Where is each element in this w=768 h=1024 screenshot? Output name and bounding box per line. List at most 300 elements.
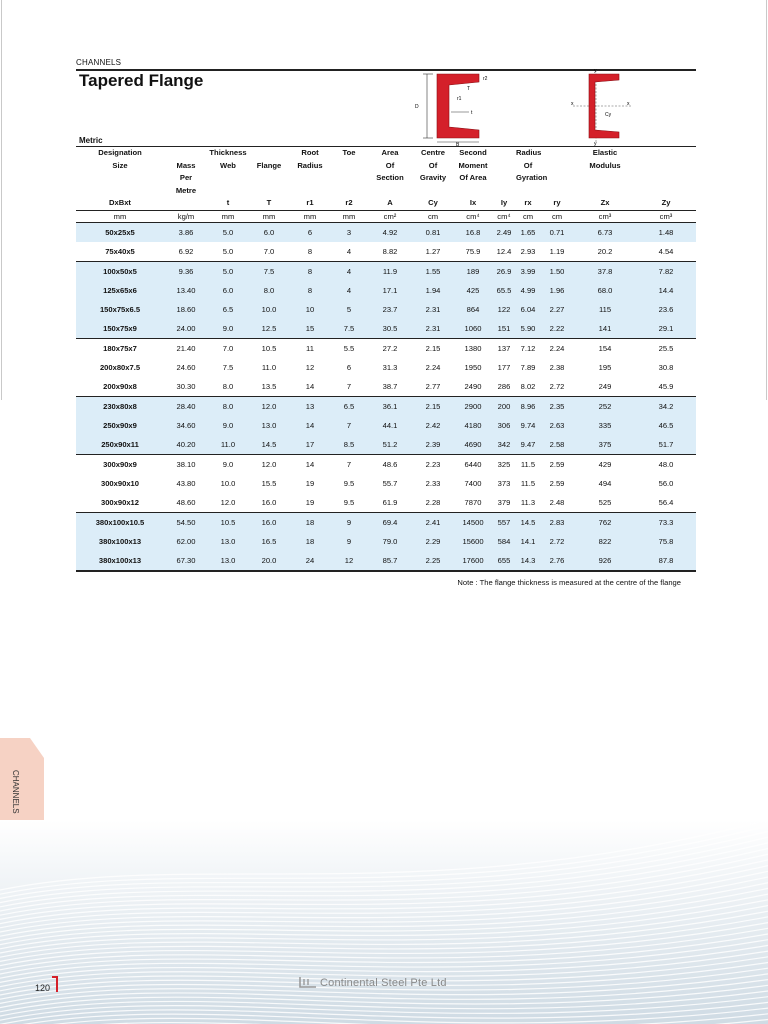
header-cell — [76, 185, 164, 198]
value-cell: 7 — [330, 416, 368, 435]
value-cell: 51.2 — [368, 435, 412, 455]
designation-cell: 180x75x7 — [76, 338, 164, 358]
value-cell: 342 — [492, 435, 516, 455]
flange-note: Note : The flange thickness is measured at the centre of the flange — [457, 578, 681, 587]
header-cell — [540, 185, 574, 198]
value-cell: 2.76 — [540, 551, 574, 571]
value-cell: 425 — [454, 281, 492, 300]
value-cell: 2.33 — [425, 478, 441, 488]
value-cell: 14.3 — [516, 551, 540, 571]
value-cell: 4180 — [454, 416, 492, 435]
value-cell: 48.60 — [176, 497, 196, 507]
header-cell: Radius — [297, 160, 323, 170]
svg-text:T: T — [467, 86, 471, 92]
value-cell: 7.5 — [330, 319, 368, 339]
table-row — [76, 551, 696, 571]
value-cell: 8 — [290, 261, 330, 281]
value-cell: 2.83 — [540, 512, 574, 532]
value-cell: 16.0 — [261, 497, 277, 507]
table-row — [76, 358, 696, 377]
svg-text:x: x — [571, 101, 574, 107]
header-cell: Root — [290, 147, 330, 160]
header-cell — [492, 160, 516, 173]
value-cell: 429 — [574, 454, 636, 474]
value-cell: 249 — [598, 381, 612, 391]
section-properties-table — [76, 146, 696, 572]
value-cell: 11.5 — [520, 478, 536, 488]
value-cell: 379 — [497, 497, 511, 507]
value-cell: 16.0 — [248, 512, 290, 532]
header-cell: Web — [220, 160, 236, 170]
table-row — [76, 512, 696, 532]
value-cell: 2.35 — [540, 396, 574, 416]
header-cell: Radius — [516, 147, 540, 160]
value-cell: 24.60 — [176, 362, 196, 372]
value-cell: 200 — [492, 396, 516, 416]
header-cell — [248, 147, 290, 160]
svg-text:y: y — [594, 68, 597, 74]
svg-text:r2: r2 — [483, 76, 488, 82]
header-cell: T — [266, 198, 272, 207]
designation-cell: 380x100x13 — [76, 551, 164, 571]
table-row — [76, 435, 696, 455]
value-cell: 864 — [454, 300, 492, 319]
header-cell: r2 — [345, 198, 353, 207]
value-cell: 75.8 — [636, 532, 696, 551]
header-cell: Ix — [469, 198, 477, 207]
table-row — [76, 396, 696, 416]
header-cell — [164, 147, 208, 160]
value-cell: 14 — [290, 416, 330, 435]
value-cell: 141 — [574, 319, 636, 339]
table-row — [76, 474, 696, 493]
header-cell: Of Area — [459, 173, 487, 182]
value-cell: 306 — [492, 416, 516, 435]
value-cell: 14500 — [454, 512, 492, 532]
value-cell: 122 — [492, 300, 516, 319]
header-cell — [540, 160, 574, 173]
value-cell: 6.0 — [208, 281, 248, 300]
value-cell: 12 — [305, 362, 315, 372]
table-body — [76, 210, 696, 571]
header-cell: Cy — [428, 198, 438, 207]
value-cell: 2.58 — [540, 435, 574, 455]
value-cell: 1.48 — [636, 222, 696, 242]
value-cell: 9 — [330, 532, 368, 551]
header-cell: Flange — [256, 160, 282, 170]
header-cell — [574, 185, 636, 198]
table-row — [76, 281, 696, 300]
value-cell: 34.60 — [164, 416, 208, 435]
table-row — [76, 377, 696, 397]
value-cell: 48.6 — [368, 454, 412, 474]
designation-cell: 250x90x11 — [76, 435, 164, 455]
value-cell: 2.41 — [412, 512, 454, 532]
value-cell: 13.0 — [208, 551, 248, 571]
units-row — [76, 210, 696, 222]
value-cell: 27.2 — [368, 338, 412, 358]
designation-cell: 300x90x12 — [100, 497, 139, 507]
value-cell: 2.15 — [412, 338, 454, 358]
header-cell — [76, 172, 164, 185]
value-cell: 24.00 — [164, 319, 208, 339]
header-cell — [248, 185, 290, 198]
value-cell: 14 — [290, 454, 330, 474]
header-cell — [164, 197, 208, 210]
value-cell: 14.4 — [636, 281, 696, 300]
page-number: 120 — [35, 983, 51, 993]
value-cell: 2.24 — [425, 362, 441, 372]
value-cell: 7 — [346, 381, 352, 391]
value-cell: 2.38 — [549, 362, 565, 372]
value-cell: 55.7 — [382, 478, 398, 488]
value-cell: 525 — [598, 497, 612, 507]
svg-text:r1: r1 — [457, 96, 462, 102]
value-cell: 2.24 — [540, 338, 574, 358]
value-cell: 2.23 — [412, 454, 454, 474]
value-cell: 7.82 — [636, 261, 696, 281]
value-cell: 87.8 — [636, 551, 696, 571]
header-cell: Iy — [500, 198, 508, 207]
designation-cell: 150x75x6.5 — [76, 300, 164, 319]
value-cell: 31.3 — [382, 362, 398, 372]
value-cell: 12.0 — [248, 396, 290, 416]
header-cell — [412, 185, 454, 198]
value-cell: 2.15 — [412, 396, 454, 416]
value-cell: 6.04 — [516, 300, 540, 319]
value-cell: 23.6 — [636, 300, 696, 319]
designation-cell: 125x65x6 — [76, 281, 164, 300]
value-cell: 30.30 — [176, 381, 196, 391]
value-cell: 15 — [290, 319, 330, 339]
section-label: CHANNELS — [76, 58, 122, 67]
value-cell: 2.31 — [412, 319, 454, 339]
header-cell: Area — [368, 147, 412, 160]
value-cell: 11.3 — [520, 497, 536, 507]
designation-cell: 250x90x9 — [76, 416, 164, 435]
header-cell: t — [226, 198, 230, 207]
side-tab-label: CHANNELS — [11, 770, 20, 814]
value-cell: 10 — [290, 300, 330, 319]
value-cell: 2.29 — [412, 532, 454, 551]
header-cell: r1 — [306, 198, 314, 207]
value-cell: 13.0 — [248, 416, 290, 435]
unit-cell: cm³ — [636, 210, 696, 222]
table-row — [76, 222, 696, 242]
value-cell: 56.0 — [658, 478, 674, 488]
value-cell: 73.3 — [636, 512, 696, 532]
value-cell: 14.1 — [516, 532, 540, 551]
header-cell: Of — [523, 160, 533, 170]
channel-section-diagram — [409, 68, 589, 146]
value-cell: 13.40 — [164, 281, 208, 300]
value-cell: 9.5 — [343, 497, 355, 507]
value-cell: 7.89 — [520, 362, 536, 372]
header-cell — [540, 147, 574, 160]
value-cell: 5.0 — [222, 246, 234, 256]
header-cell — [248, 172, 290, 185]
value-cell: 45.9 — [658, 381, 674, 391]
unit-cell: cm³ — [574, 210, 636, 222]
value-cell: 11.0 — [208, 435, 248, 455]
value-cell: 252 — [574, 396, 636, 416]
header-cell: Toe — [330, 147, 368, 160]
spec-sheet — [76, 58, 696, 587]
table-row — [76, 242, 696, 262]
value-cell: 762 — [574, 512, 636, 532]
header-cell: Size — [112, 160, 128, 170]
table-header — [76, 147, 696, 211]
header-cell: Second — [454, 147, 492, 160]
value-cell: 38.7 — [382, 381, 398, 391]
header-cell: Moment — [458, 160, 488, 170]
unit-cell: cm² — [368, 210, 412, 222]
designation-cell: 200x80x7.5 — [99, 362, 141, 372]
value-cell: 1.50 — [540, 261, 574, 281]
value-cell: 2.39 — [412, 435, 454, 455]
value-cell: 1.65 — [516, 222, 540, 242]
unit-cell: cm⁴ — [454, 210, 492, 222]
header-cell: Zy — [661, 198, 671, 207]
value-cell: 19 — [305, 497, 315, 507]
value-cell: 19 — [305, 478, 315, 488]
value-cell: 79.0 — [368, 532, 412, 551]
table-row — [76, 416, 696, 435]
value-cell: 1380 — [454, 338, 492, 358]
value-cell: 10.0 — [248, 300, 290, 319]
value-cell: 2.49 — [492, 222, 516, 242]
value-cell: 51.7 — [636, 435, 696, 455]
value-cell: 9.47 — [516, 435, 540, 455]
value-cell: 10.5 — [208, 512, 248, 532]
value-cell: 1950 — [464, 362, 482, 372]
value-cell: 17 — [290, 435, 330, 455]
value-cell: 17600 — [454, 551, 492, 571]
header-cell: Centre — [412, 147, 454, 160]
value-cell: 4 — [346, 246, 352, 256]
value-cell: 2.42 — [412, 416, 454, 435]
value-cell: 7.5 — [248, 261, 290, 281]
channel-axes-diagram — [571, 68, 691, 146]
value-cell: 9.0 — [208, 454, 248, 474]
value-cell: 655 — [492, 551, 516, 571]
value-cell: 12.4 — [496, 246, 512, 256]
value-cell: 7.12 — [516, 338, 540, 358]
svg-text:Cy: Cy — [605, 112, 612, 118]
value-cell: 2.48 — [549, 497, 565, 507]
value-cell: 195 — [598, 362, 612, 372]
value-cell: 40.20 — [164, 435, 208, 455]
designation-cell: 380x100x13 — [76, 532, 164, 551]
value-cell: 9.0 — [208, 319, 248, 339]
value-cell: 2.63 — [540, 416, 574, 435]
value-cell: 2.31 — [412, 300, 454, 319]
header-cell: A — [387, 198, 393, 207]
header-cell — [290, 172, 330, 185]
value-cell: 2900 — [454, 396, 492, 416]
header-cell — [330, 160, 368, 173]
value-cell: 8.02 — [520, 381, 536, 391]
unit-system-label: Metric — [79, 136, 103, 145]
header-cell — [574, 172, 636, 185]
table-row — [76, 319, 696, 339]
designation-cell: 380x100x10.5 — [76, 512, 164, 532]
unit-cell: cm — [540, 210, 574, 222]
value-cell: 2.25 — [412, 551, 454, 571]
value-cell: 14 — [305, 381, 315, 391]
value-cell: 2.59 — [540, 454, 574, 474]
header-cell: Mass — [176, 160, 196, 170]
value-cell: 18 — [290, 532, 330, 551]
value-cell: 151 — [492, 319, 516, 339]
value-cell: 8.0 — [208, 396, 248, 416]
value-cell: 9.36 — [164, 261, 208, 281]
value-cell: 18 — [290, 512, 330, 532]
value-cell: 34.2 — [636, 396, 696, 416]
value-cell: 61.9 — [382, 497, 398, 507]
value-cell: 67.30 — [164, 551, 208, 571]
value-cell: 30.8 — [658, 362, 674, 372]
header-cell — [492, 185, 516, 198]
designation-cell: 150x75x9 — [76, 319, 164, 339]
header-cell: rx — [524, 198, 532, 207]
label-D: D — [415, 104, 419, 110]
value-cell: 9.5 — [343, 478, 355, 488]
value-cell: 6.0 — [248, 222, 290, 242]
designation-cell: 50x25x5 — [76, 222, 164, 242]
value-cell: 20.0 — [248, 551, 290, 571]
value-cell: 6.5 — [330, 396, 368, 416]
header-cell: Of — [385, 160, 395, 170]
table-row — [76, 454, 696, 474]
designation-cell: 230x80x8 — [76, 396, 164, 416]
value-cell: 13.5 — [261, 381, 277, 391]
table-row — [76, 532, 696, 551]
value-cell: 56.4 — [658, 497, 674, 507]
value-cell: 5.90 — [516, 319, 540, 339]
value-cell: 15.5 — [261, 478, 277, 488]
header-cell — [330, 185, 368, 198]
value-cell: 6 — [290, 222, 330, 242]
value-cell: 10.5 — [248, 338, 290, 358]
header-cell — [208, 185, 248, 198]
header-cell: Elastic — [574, 147, 636, 160]
value-cell: 7400 — [464, 478, 482, 488]
value-cell: 325 — [492, 454, 516, 474]
value-cell: 16.8 — [454, 222, 492, 242]
value-cell: 1.94 — [412, 281, 454, 300]
value-cell: 21.40 — [164, 338, 208, 358]
value-cell: 335 — [574, 416, 636, 435]
value-cell: 5 — [330, 300, 368, 319]
value-cell: 11 — [290, 338, 330, 358]
value-cell: 48.0 — [636, 454, 696, 474]
value-cell: 1060 — [454, 319, 492, 339]
value-cell: 4 — [330, 281, 368, 300]
value-cell: 6 — [346, 362, 352, 372]
header-cell — [290, 185, 330, 198]
value-cell: 68.0 — [574, 281, 636, 300]
value-cell: 8.0 — [248, 281, 290, 300]
unit-cell: kg/m — [164, 210, 208, 222]
value-cell: 7870 — [464, 497, 482, 507]
value-cell: 1.55 — [412, 261, 454, 281]
value-cell: 4690 — [454, 435, 492, 455]
header-cell — [516, 185, 540, 198]
header-cell: Designation — [76, 147, 164, 160]
value-cell: 926 — [574, 551, 636, 571]
header-cell — [208, 172, 248, 185]
value-cell: 8.82 — [382, 246, 398, 256]
value-cell: 3.86 — [164, 222, 208, 242]
header-cell — [636, 185, 696, 198]
table-row — [76, 261, 696, 281]
header-cell: ry — [553, 198, 561, 207]
value-cell: 6.73 — [574, 222, 636, 242]
value-cell: 3.99 — [516, 261, 540, 281]
page-edge-left — [1, 0, 2, 400]
designation-cell: 300x90x10 — [100, 478, 139, 488]
header-cell: Gyration — [516, 173, 548, 182]
value-cell: 44.1 — [368, 416, 412, 435]
value-cell: 0.81 — [412, 222, 454, 242]
value-cell: 8.0 — [222, 381, 234, 391]
value-cell: 4.54 — [658, 246, 674, 256]
value-cell: 373 — [497, 478, 511, 488]
value-cell: 75.9 — [465, 246, 481, 256]
designation-cell: 200x90x8 — [103, 381, 137, 391]
value-cell: 9.0 — [208, 416, 248, 435]
value-cell: 54.50 — [164, 512, 208, 532]
value-cell: 286 — [497, 381, 511, 391]
value-cell: 2.77 — [425, 381, 441, 391]
value-cell: 16.5 — [248, 532, 290, 551]
value-cell: 1.27 — [425, 246, 441, 256]
value-cell: 6.5 — [208, 300, 248, 319]
value-cell: 29.1 — [636, 319, 696, 339]
value-cell: 1.96 — [540, 281, 574, 300]
value-cell: 38.10 — [164, 454, 208, 474]
value-cell: 8.96 — [516, 396, 540, 416]
value-cell: 15600 — [454, 532, 492, 551]
value-cell: 24 — [290, 551, 330, 571]
value-cell: 189 — [454, 261, 492, 281]
header-cell — [492, 147, 516, 160]
value-cell: 20.2 — [597, 246, 613, 256]
value-cell: 154 — [574, 338, 636, 358]
value-cell: 5.0 — [208, 222, 248, 242]
value-cell: 25.5 — [636, 338, 696, 358]
value-cell: 3 — [330, 222, 368, 242]
value-cell: 65.5 — [492, 281, 516, 300]
value-cell: 5.0 — [208, 261, 248, 281]
value-cell: 2.93 — [520, 246, 536, 256]
unit-cell: mm — [76, 210, 164, 222]
svg-text:B: B — [456, 142, 460, 146]
svg-text:t: t — [471, 110, 473, 116]
value-cell: 13.0 — [208, 532, 248, 551]
value-cell: 2.22 — [540, 319, 574, 339]
value-cell: 11.0 — [261, 362, 277, 372]
table-row — [76, 300, 696, 319]
value-cell: 46.5 — [636, 416, 696, 435]
value-cell: 822 — [574, 532, 636, 551]
value-cell: 37.8 — [574, 261, 636, 281]
page-edge-right — [766, 0, 767, 400]
company-logo-icon — [296, 975, 320, 991]
header-cell: Metre — [175, 185, 197, 195]
company-name: Continental Steel Pte Ltd — [320, 977, 447, 989]
